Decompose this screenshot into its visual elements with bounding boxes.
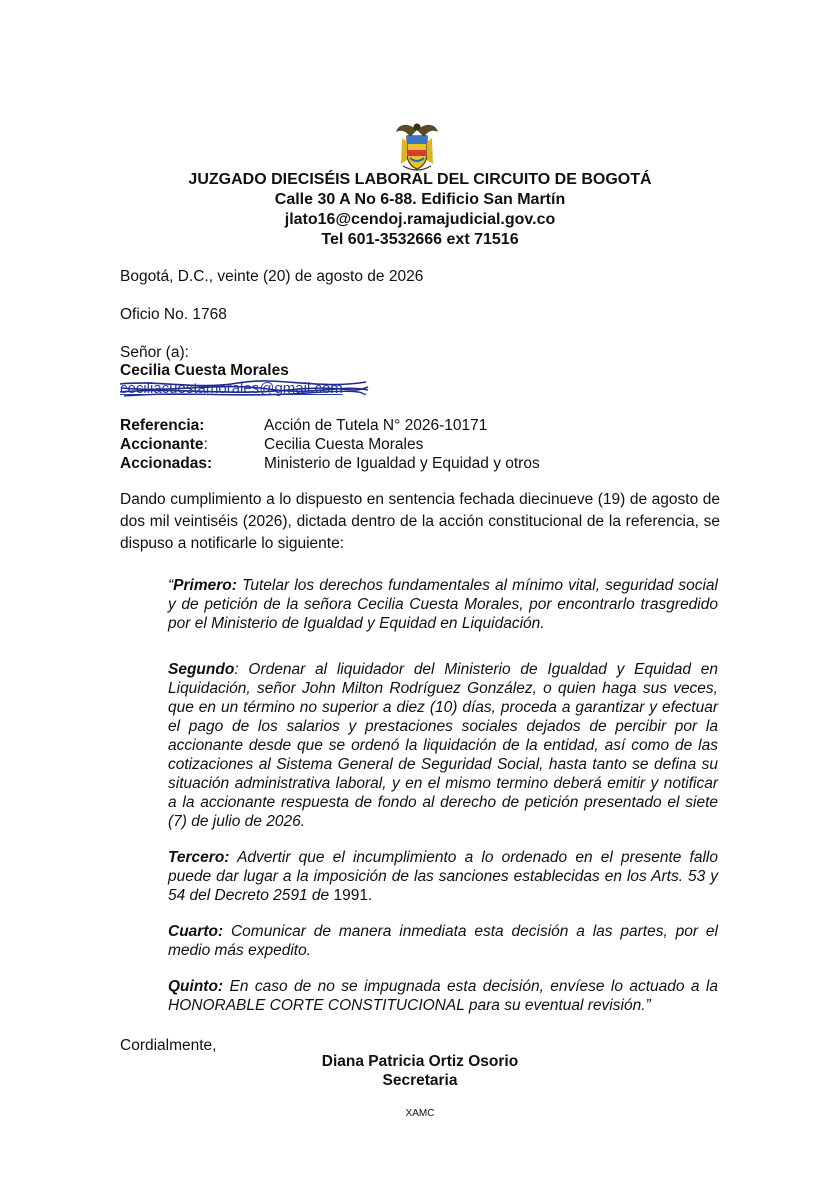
recipient-email-redacted [120, 380, 370, 398]
reference-row [120, 416, 540, 435]
court-address: Calle 30 A No 6-88. Edificio San Martín [274, 191, 566, 208]
accionadas-row [120, 454, 540, 473]
accionante-row [120, 435, 540, 454]
redaction-scribble [118, 378, 370, 400]
reference-value: Acción de Tutela N° 2026-10171 [264, 417, 488, 434]
quinto-label: Quinto: [168, 978, 224, 995]
court-email: jlato16@cendoj.ramajudicial.gov.co [284, 211, 556, 228]
resolution-quinto: Quinto: En caso de no se impugnada esta decisión, envíese lo actuado a la HONORABLE CORTE CONSTITUCIONAL para su eventual revisión.” [168, 978, 718, 1014]
typist-initials: XAMC [405, 1108, 435, 1119]
resolution-primero: “Primero: Tutelar los derechos fundamentales al mínimo vital, seguridad social y de petición de la señora Cecilia Cuesta Morales, por encontrarlo trasgredido por el Ministerio de Igualdad y Equidad en Liquidación. [168, 577, 718, 632]
court-phone: Tel 601-3532666 ext 71516 [321, 231, 519, 248]
signatory-title: Secretaria [382, 1072, 458, 1089]
reference-label: Referencia: [120, 417, 205, 434]
date-line: Bogotá, D.C., veinte (20) de agosto de 2026 [120, 268, 424, 285]
coat-of-arms-icon [394, 120, 440, 174]
resolution-tercero: Tercero: Advertir que el incumplimiento a lo ordenado en el presente fallo puede dar lugar a la imposición de las sanciones establecidas en los Arts. 53 y 54 del Decreto 2591 de 1991. [168, 849, 718, 904]
reference-table [120, 416, 540, 473]
resolution-segundo: Segundo: Ordenar al liquidador del Ministerio de Igualdad y Equidad en Liquidación, señor John Milton Rodríguez González, o quien haga sus veces, que en un término no superior a diez (10) días, proceda a garantizar y efectuar el pago de los salarios y prestaciones sociales dejados de percibir por la accionante desde que se ordenó la liquidación de la entidad, así como de las cotizaciones al Sistema General de Seguridad Social, hasta tanto se defina su situación administrativa laboral, y en el mismo termino deberá emitir y notificar a la accionante respuesta de fondo al derecho de petición presentado el siete (7) de julio de 2026. [168, 661, 718, 830]
cuarto-label: Cuarto: [168, 923, 224, 940]
accionante-value: Cecilia Cuesta Morales [264, 436, 424, 453]
court-header [0, 170, 840, 250]
accionante-label: Accionante: [120, 436, 208, 453]
segundo-label: Segundo [168, 661, 235, 678]
resolution-cuarto: Cuarto: Comunicar de manera inmediata esta decisión a las partes, por el medio más expedito. [168, 923, 718, 959]
tercero-label: Tercero: [168, 849, 230, 866]
accionadas-label: Accionadas: [120, 455, 213, 472]
intro-paragraph: Dando cumplimiento a lo dispuesto en sentencia fechada diecinueve (19) de agosto de dos mil veintiséis (2026), dictada dentro de la acción constitucional de la referencia, se dispuso a notificarle lo siguiente: [120, 491, 720, 552]
accionadas-value: Ministerio de Igualdad y Equidad y otros [264, 455, 540, 472]
signatory-name: Diana Patricia Ortiz Osorio [321, 1053, 519, 1070]
primero-label: Primero: [173, 577, 237, 594]
recipient-email[interactable]: ceciliacuestamorales@gmail.com [120, 380, 343, 397]
recipient-salutation: Señor (a): [120, 344, 189, 361]
recipient-name: Cecilia Cuesta Morales [120, 362, 289, 379]
oficio-number: Oficio No. 1768 [120, 306, 227, 323]
closing: Cordialmente, [120, 1037, 217, 1054]
court-name: JUZGADO DIECISÉIS LABORAL DEL CIRCUITO DE BOGOTÁ [188, 171, 652, 188]
